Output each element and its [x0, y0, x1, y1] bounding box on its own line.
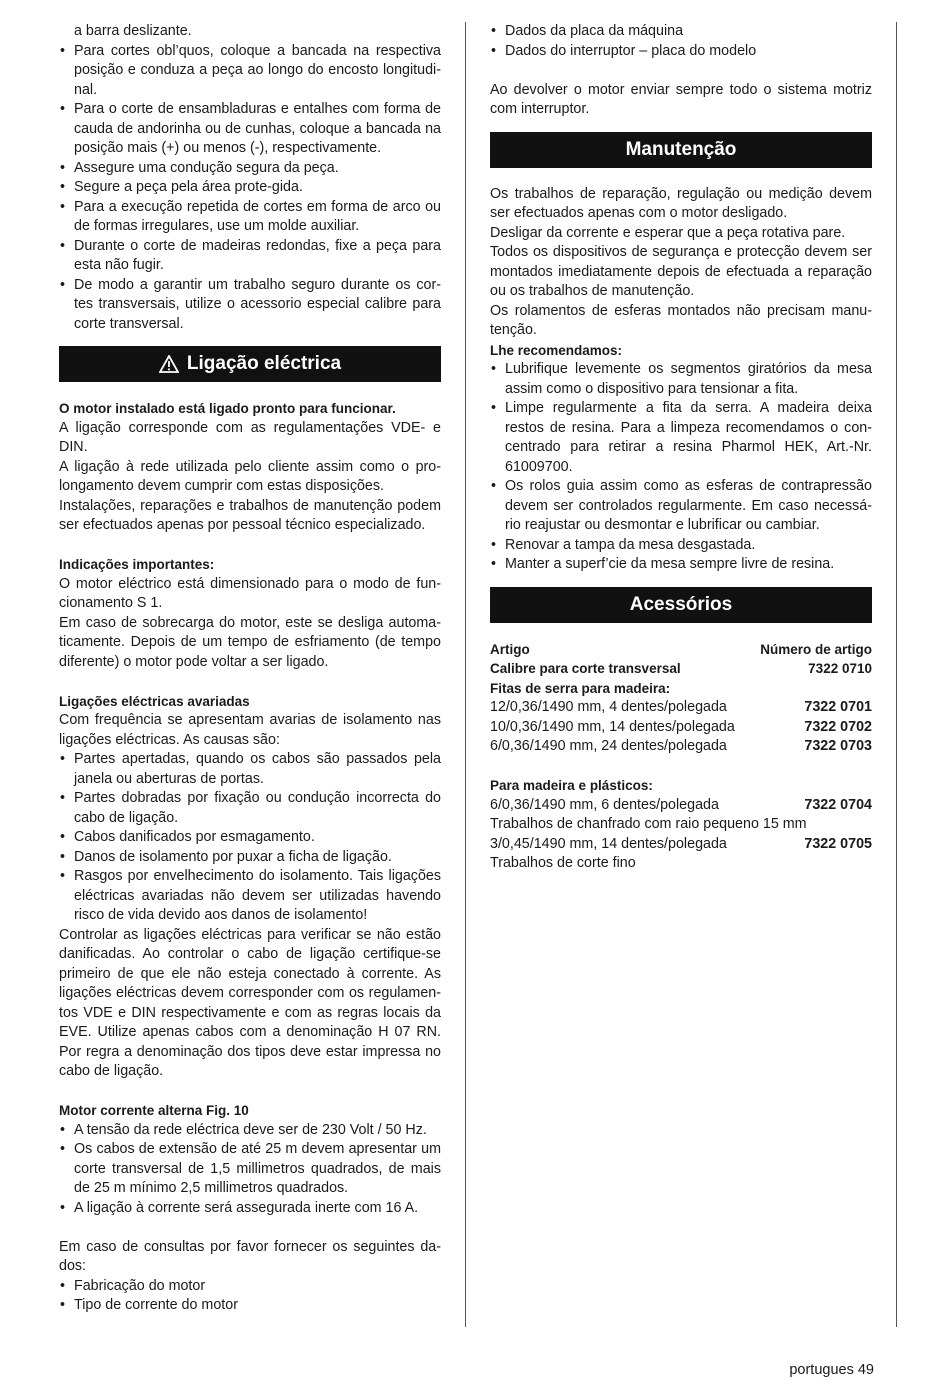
- paragraph: A ligação à rede utilizada pelo cliente assim como o pro-longamento devem cumprir com estas disposições.: [59, 458, 441, 494]
- damaged-list: [59, 750, 441, 926]
- paragraph: Todos os dispositivos de segurança e protecção devem ser montados imediatamente depois de efectuada a reparação ou os trabalhos de manutenção.: [490, 244, 872, 299]
- article-label: Calibre para corte transversal: [490, 661, 681, 676]
- table-row: [490, 796, 872, 816]
- left-column: [59, 22, 441, 1316]
- plastic-heading: Para madeira e plásticos:: [490, 778, 653, 793]
- data-list: [490, 22, 872, 61]
- recommend-heading: Lhe recomendamos:: [490, 342, 623, 358]
- list-item: • Os cabos de extensão de até 25 m devem apresentar um corte transversal de 1,5 millimetros quadrados, de mais de 25 m mínimo 2,5 millimetros quadrados.: [59, 1140, 441, 1199]
- article-label: 3/0,45/1490 mm, 14 dentes/polegada: [490, 835, 727, 852]
- article-number: 7322 0705: [804, 835, 872, 852]
- list-item: • Para a execução repetida de cortes em forma de arco ou de formas irregulares, use um molde auxiliar.: [59, 198, 441, 237]
- list-item: • Dados do interruptor – placa do modelo: [490, 42, 872, 62]
- section-title: Acessórios: [629, 593, 733, 615]
- paragraph: Os trabalhos de reparação, regulação ou medição devem ser efectuados apenas com o motor desligado.: [490, 185, 872, 221]
- article-label: 12/0,36/1490 mm, 4 dentes/polegada: [490, 699, 727, 715]
- paragraph: O motor eléctrico está dimensionado para o modo de fun-cionamento S 1.: [59, 575, 441, 611]
- section-header-accessories: [490, 587, 872, 623]
- column-header-number: Número de artigo: [760, 641, 872, 657]
- article-note: Trabalhos de chanfrado com raio pequeno 15 mm: [490, 816, 807, 832]
- section-title: Manutenção: [625, 138, 737, 160]
- list-item: • Durante o corte de madeiras redondas, fixe a peça para esta não fugir.: [59, 237, 441, 276]
- list-item: • A tensão da rede eléctrica deve ser de 230 Volt / 50 Hz.: [59, 1121, 441, 1141]
- article-note: Trabalhos de corte fino: [490, 855, 636, 871]
- list-item: • Dados da placa da máquina: [490, 22, 872, 42]
- table-row: [490, 737, 872, 757]
- paragraph: Em caso de sobrecarga do motor, este se desliga automa-ticamente. Depois de um tempo de esfriamento (de tempo diferente) o motor pode voltar a ser ligado.: [59, 614, 441, 670]
- intro-list: [59, 22, 441, 334]
- important-heading: Indicações importantes:: [59, 557, 215, 572]
- paragraph: Os rolamentos de esferas montados não precisam manu-tenção.: [490, 302, 872, 338]
- paragraph: Instalações, reparações e trabalhos de manutenção podem ser efectuados apenas por pessoal técnico especializado.: [59, 497, 441, 533]
- list-item: • Rasgos por envelhecimento do isolamento. Tais ligações eléctricas avariadas não devem ser utilizadas havendo risco de vida devido aos danos de isolamento!: [59, 867, 441, 926]
- table-row: [490, 659, 872, 679]
- article-label: 6/0,36/1490 mm, 24 dentes/polegada: [490, 738, 727, 754]
- table-row: [490, 718, 872, 738]
- list-item: • A ligação à corrente será assegurada inerte com 16 A.: [59, 1199, 441, 1219]
- list-item: • Os rolos guia assim como as esferas de contrapressão devem ser controlados regularmente. Em caso necessá-rio reajustar ou desmontar e lubrificar ou cambiar.: [490, 477, 872, 536]
- list-item: • Assegure uma condução segura da peça.: [59, 159, 441, 179]
- section-title: Ligação eléctrica: [186, 353, 342, 375]
- list-item: • Segure a peça pela área prote-gida.: [59, 178, 441, 198]
- page-footer: portugues 49: [789, 1362, 874, 1378]
- accessories-table: [490, 640, 872, 874]
- paragraph: Ao devolver o motor enviar sempre todo o sistema motriz com interruptor.: [490, 81, 872, 117]
- list-item: • Limpe regularmente a fita da serra. A madeira deixa restos de resina. Para a limpeza recomendamos o con-centrado para retirar a resina Pharmol HEK, Art.-Nr. 61009700.: [490, 399, 872, 477]
- damaged-heading: Ligações eléctricas avariadas: [59, 693, 250, 709]
- warning-icon: [159, 355, 179, 373]
- table-row: [490, 698, 872, 718]
- article-label: 6/0,36/1490 mm, 6 dentes/polegada: [490, 796, 719, 813]
- right-edge-rule: [896, 22, 897, 1327]
- list-item: • Tipo de corrente do motor: [59, 1296, 441, 1316]
- list-item: • Para cortes obl’quos, coloque a bancada na respectiva posição e conduza a peça ao longo do encosto longitudi-nal.: [59, 42, 441, 101]
- paragraph: Com frequência se apresentam avarias de isolamento nas ligações eléctricas. As causas são:: [59, 712, 441, 748]
- section-header-electrical: [59, 346, 441, 382]
- article-number: 7322 0703: [804, 738, 872, 754]
- list-item: • Manter a superf’cie da mesa sempre livre de resina.: [490, 555, 872, 575]
- table-header-row: [490, 640, 872, 660]
- paragraph: Controlar as ligações eléctricas para verificar se não estão danificadas. Ao controlar o cabo de ligação certifique-se primeiro de que ele não esteja conectado à corrente. As ligações eléctricas devem corresponder com os regulamen-tos VDE e DIN respectivamente e com as regras locais da EVE. Utilize apenas cabos com a denominação H 07 RN. Por regra a denominação dos tipos deve estar impressa no cabo de ligação.: [59, 926, 441, 1079]
- list-item: • Fabricação do motor: [59, 1277, 441, 1297]
- motor-heading: O motor instalado está ligado pronto para funcionar.: [59, 401, 396, 416]
- right-column: [490, 22, 872, 874]
- list-item: • Partes dobradas por fixação ou condução incorrecta do cabo de ligação.: [59, 789, 441, 828]
- article-number: 7322 0710: [808, 661, 872, 676]
- article-number: 7322 0704: [804, 796, 872, 813]
- list-item: • Cabos danificados por esmagamento.: [59, 828, 441, 848]
- list-item: a barra deslizante.: [74, 23, 192, 39]
- list-item: • Para o corte de ensambladuras e entalhes com forma de cauda de andorinha ou de cunhas, coloque a bancada na posição mais (+) ou menos (-), respectivamente.: [59, 100, 441, 159]
- article-number: 7322 0701: [804, 699, 872, 715]
- list-item: • De modo a garantir um trabalho seguro durante os cor-tes transversais, utilize o acessorio especial calibre para corte transversal.: [59, 276, 441, 335]
- paragraph: Em caso de consultas por favor fornecer os seguintes da-dos:: [59, 1238, 441, 1274]
- list-item: • Renovar a tampa da mesa desgastada.: [490, 536, 872, 556]
- list-item: • Lubrifique levemente os segmentos giratórios da mesa assim como o dispositivo para tensionar a fita.: [490, 360, 872, 399]
- list-item: • Partes apertadas, quando os cabos são passados pela janela ou aberturas de portas.: [59, 750, 441, 789]
- paragraph: A ligação corresponde com as regulamentações VDE- e DIN.: [59, 419, 441, 455]
- recommend-list: [490, 360, 872, 575]
- list-item: • Danos de isolamento por puxar a ficha de ligação.: [59, 848, 441, 868]
- ac-list: [59, 1121, 441, 1219]
- paragraph: Desligar da corrente e esperar que a peça rotativa pare.: [490, 224, 846, 241]
- article-number: 7322 0702: [804, 718, 872, 735]
- section-header-maintenance: [490, 132, 872, 168]
- ac-motor-heading: Motor corrente alterna Fig. 10: [59, 1103, 249, 1118]
- column-divider: [465, 22, 466, 1327]
- wood-heading: Fitas de serra para madeira:: [490, 680, 671, 696]
- article-label: 10/0,36/1490 mm, 14 dentes/polegada: [490, 718, 735, 735]
- table-row: [490, 835, 872, 855]
- column-header-article: Artigo: [490, 641, 530, 657]
- consult-list: [59, 1277, 441, 1316]
